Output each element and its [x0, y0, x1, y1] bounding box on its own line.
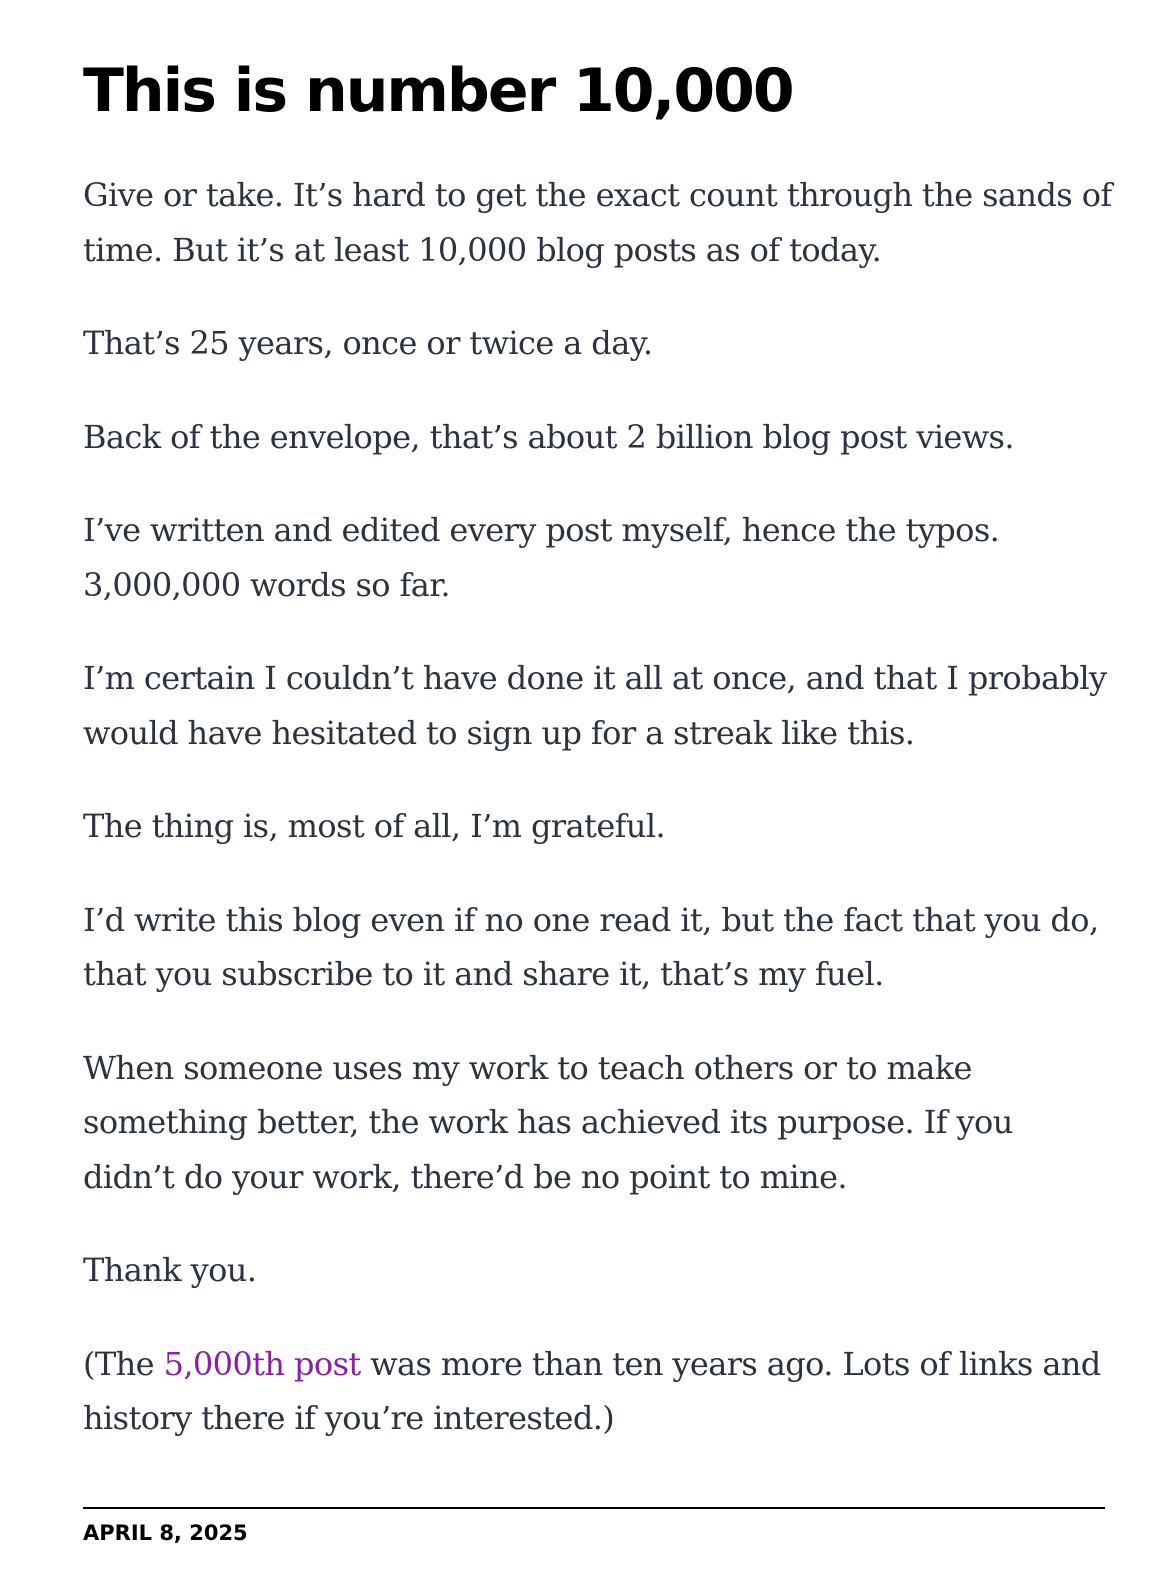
paragraph: I’m certain I couldn’t have done it all at once, and that I probably would have hesitated to sign up for a streak like this.	[83, 659, 1107, 752]
paragraph: The thing is, most of all, I’m grateful.	[83, 807, 666, 845]
paragraph: That’s 25 years, once or twice a day.	[83, 324, 653, 362]
post-date[interactable]: APRIL 8, 2025	[83, 1521, 248, 1545]
closing-paragraph	[83, 1337, 1113, 1446]
post-title: This is number 10,000	[83, 56, 793, 126]
paragraph: Give or take. It’s hard to get the exact count through the sands of time. But it’s at least 10,000 blog posts as of today.	[83, 176, 1112, 269]
paragraph: Thank you.	[83, 1251, 257, 1289]
post-body	[83, 168, 1113, 1485]
closing-text-before: (The	[83, 1344, 164, 1383]
paragraph: When someone uses my work to teach others or to make something better, the work has achieved its purpose. If you didn’t do your work, there’d be no point to mine.	[83, 1048, 1013, 1196]
paragraph: I’d write this blog even if no one read it, but the fact that you do, that you subscribe to it and share it, that’s my fuel.	[83, 900, 1099, 993]
paragraph: I’ve written and edited every post myself, hence the typos. 3,000,000 words so far.	[83, 511, 1000, 604]
5000th-post-link[interactable]: 5,000th post	[163, 1344, 361, 1383]
closing-text-after: was more than ten years ago. Lots of links and history there if you’re interested.)	[83, 1344, 1101, 1437]
divider	[83, 1507, 1105, 1509]
paragraph: Back of the envelope, that’s about 2 billion blog post views.	[83, 417, 1014, 456]
